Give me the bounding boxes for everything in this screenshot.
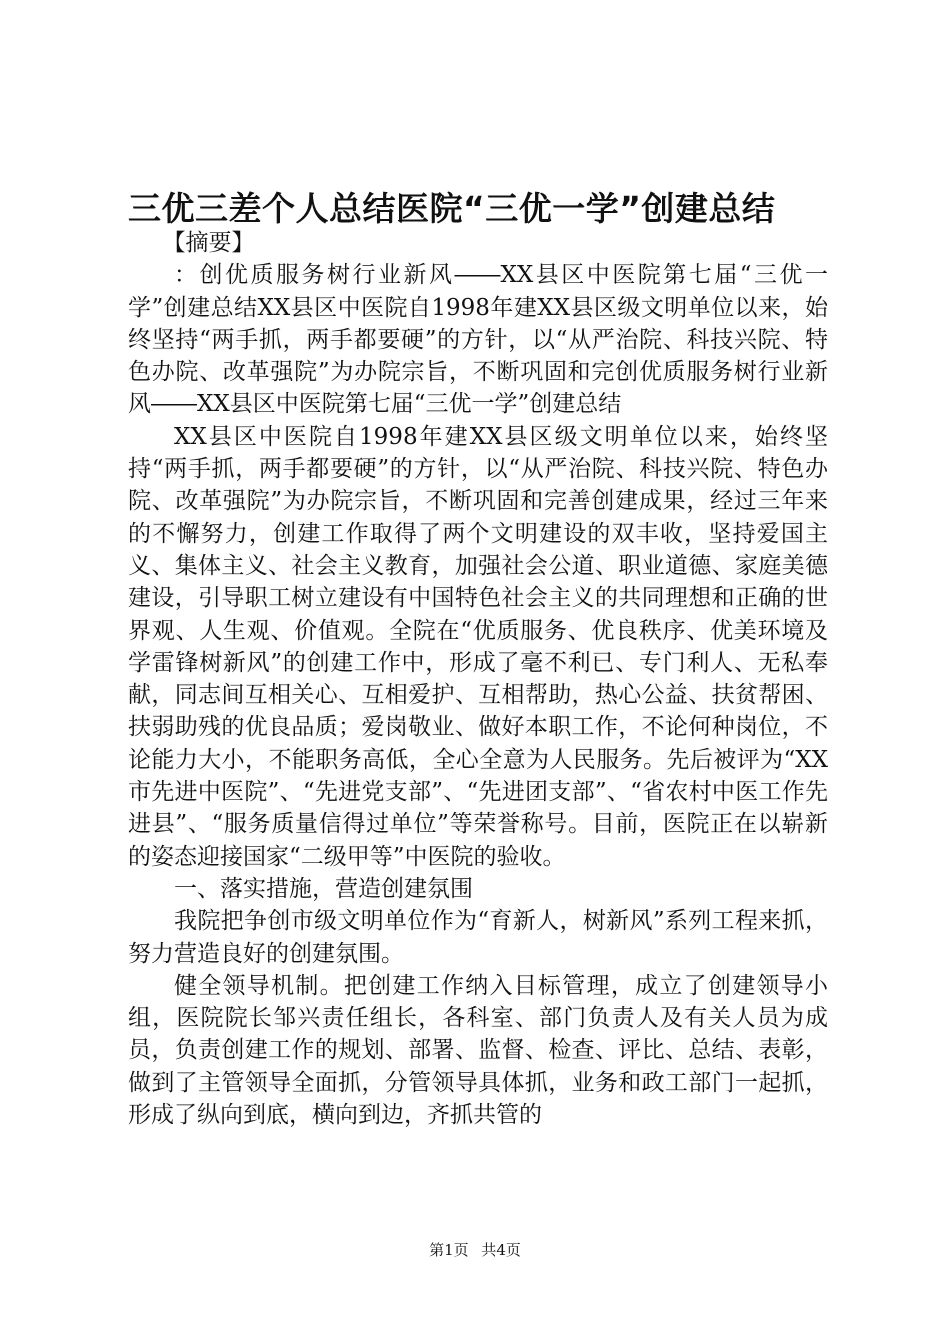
section-heading: 一、落实措施，营造创建氛围 [174,875,473,902]
body-paragraph: XX县区中医院自1998年建XX县区级文明单位以来，始终坚持“两手抓，两手都要硬”的方针，以“从严治院、科技兴院、特色办院、改革强院”为办院宗旨，不断巩固和完善创建成果，经过三年来的不懈努力，创建工作取得了两个文明建设的双丰收，坚持爱国主义、集体主义、社会主义教育，加强社会公道、职业道德、家庭美德建设，引导职工树立建设有中国特色社会主义的共同理想和正确的世界观、人生观、价值观。全院在“优质服务、优良秩序、优美环境及学雷锋树新风”的创建工作中，形成了毫不利已、专门利人、无私奉献，同志间互相关心、互相爱护、互相帮助，热心公益、扶贫帮困、扶弱助残的优良品质；爱岗敬业、做好本职工作，不论何种岗位，不论能力大小，不能职务高低，全心全意为人民服务。先后被评为“XX市先进中医院”、“先进党支部”、“先进团支部”、“省农村中医工作先进县”、“服务质量信得过单位”等荣誉称号。目前，医院正在以崭新的姿态迎接国家“二级甲等”中医院的验收。 [128,423,828,870]
document-title: 三优三差个人总结医院“三优一学”创建总结 [128,189,776,228]
page-number: 第1页 [429,1241,469,1259]
abstract-label: 【摘要】 [162,230,255,256]
body-paragraph: 健全领导机制。把创建工作纳入目标管理，成立了创建领导小组，医院院长邹兴责任组长，各科室、部门负责人及有关人员为成员，负责创建工作的规划、部署、监督、检查、评比、总结、表彰，做到了主管领导全面抓，分管领导具体抓，业务和政工部门一起抓，形成了纵向到底，横向到边，齐抓共管的 [128,972,828,1129]
page-total: 共4页 [481,1241,521,1259]
abstract-paragraph: ：创优质服务树行业新风――XX县区中医院第七届“三优一学”创建总结XX县区中医院自1998年建XX县区级文明单位以来，始终坚持“两手抓，两手都要硬”的方针，以“从严治院、科技兴院、特色办院、改革强院”为办院宗旨，不断巩固和完创优质服务树行业新风――XX县区中医院第七届“三优一学”创建总结 [128,262,828,418]
page-footer [0,1240,950,1260]
body-paragraph: 我院把争创市级文明单位作为“育新人，树新风”系列工程来抓，努力营造良好的创建氛围。 [128,908,828,967]
document-body [128,227,828,1131]
